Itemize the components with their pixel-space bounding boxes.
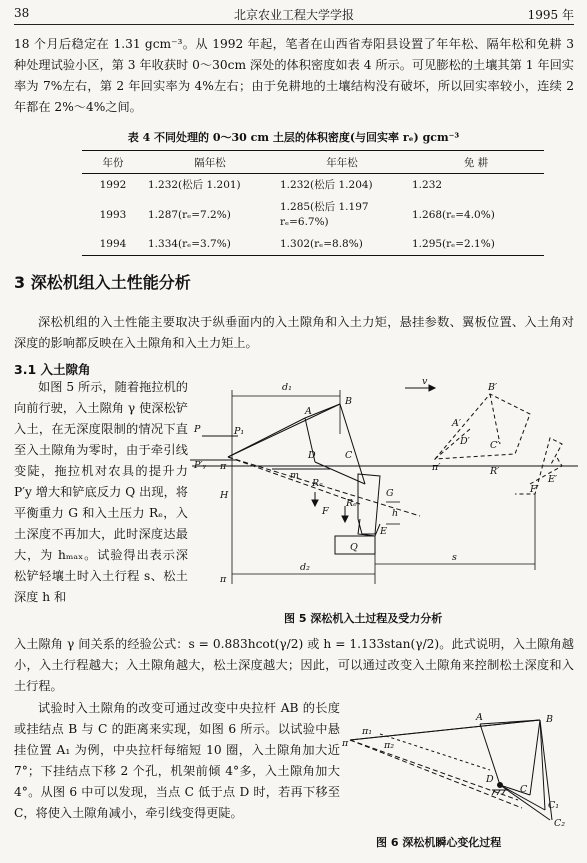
fig6-label: C₁ — [548, 800, 560, 811]
journal-title: 北京农业工程大学学报 — [233, 8, 354, 22]
fig6-label: A — [476, 712, 483, 723]
fig5-label: Q — [350, 542, 358, 553]
fig5-label: π — [220, 574, 227, 585]
fig5-label: B — [345, 396, 352, 407]
page-header — [14, 6, 574, 25]
table-cell: 1.285(松后 1.197 rₑ=6.7%) — [280, 200, 369, 228]
figure5-caption: 图 5 深松机入土过程及受力分析 — [284, 612, 443, 625]
fig5-label: Rₑ — [346, 498, 357, 509]
fig5-label: P′ᵧ — [194, 460, 207, 471]
fig5-label: d₁ — [282, 382, 292, 393]
fig6-label: π₁ — [362, 726, 373, 737]
fig5-label: F — [322, 506, 329, 517]
fig6-label: C₂ — [554, 818, 566, 829]
table-cell: 1.334(rₑ=3.7%) — [144, 234, 276, 256]
section-3-1-heading: 3.1 入土隙角 — [14, 362, 91, 377]
fig6-label: C — [520, 784, 528, 795]
table-row — [82, 174, 544, 196]
table-cell: 1.232(松后 1.204) — [280, 179, 373, 192]
table-row — [82, 234, 544, 256]
fig5-label: C — [345, 450, 353, 461]
column-header: 年年松 — [276, 151, 408, 174]
figure5-side-paragraph: 如图 5 所示，随着拖拉机的向前行驶，入土隙角 γ 使深松铲入土，在无深度限制的情况下直至入土隙角为零时，由于牵引线变陡，拖拉机对农具的提升力 P′y 增大和铲底反力 Q 出现，将平衡重力 G 和入土压力 Rₑ，入土深度不再加大，此时深度达最大，为 hₘₐₓ。试验得出表示深松铲轻壤土时入土行程 s、松土深度 h 和 — [14, 380, 188, 604]
table-cell: 1.302(rₑ=8.8%) — [276, 234, 408, 256]
fig5-label: H — [220, 490, 229, 501]
table-cell: 1993 — [99, 208, 127, 221]
fig5-label: D — [308, 450, 316, 461]
intro-paragraph: 18 个月后稳定在 1.31 gcm⁻³。从 1992 年起，笔者在山西省寿阳县设置了年年松、隔年松和免耕 3 种处理试验小区，第 3 年收获时 0～30cm 深处的体积密度如表 4 所示。可见膨松的土壤其第 1 年回实率为 7%左右，第 2 年回实率为 4%左右；由于免耕地的土壤结构没有破坏，所以回实率较小，连续 2 年都在 2%～4%之间。 — [14, 37, 574, 114]
fig5-label: E — [380, 526, 387, 537]
fig6-label: π — [342, 738, 349, 749]
fig5-label: F′ — [530, 484, 539, 495]
figure6-diagram — [340, 700, 580, 830]
fig5-label: C′ — [490, 440, 500, 451]
table-row — [82, 196, 544, 234]
fig5-label: G — [386, 488, 394, 499]
fig5-label: v — [422, 376, 428, 387]
table-cell: 1994 — [82, 234, 144, 256]
figure5-full-paragraph: 入土隙角 γ 间关系的经验公式：s = 0.883hcot(γ/2) 或 h = 1.133stan(γ/2)。此式说明，入土隙角越小，入土行程越大；入土隙角越大，松土深度越大；因此，可以通过改变入土隙角来控制松土深度和入土行程。 — [14, 637, 574, 693]
fig6-label: B — [546, 714, 553, 725]
table-cell: 1.268(rₑ=4.0%) — [412, 208, 495, 221]
table-cell: 1.287(rₑ=7.2%) — [148, 208, 231, 221]
figure5-diagram — [190, 374, 580, 610]
table-cell: 1992 — [99, 178, 127, 191]
fig5-label: π — [220, 461, 227, 472]
fig5-label: h — [392, 508, 399, 519]
section-3-heading: 3 深松机组入土性能分析 — [14, 273, 191, 292]
fig5-label: A′ — [452, 418, 462, 429]
fig6-label: π₂ — [384, 740, 395, 751]
fig5-label: E′ — [548, 474, 558, 485]
fig5-label: D′ — [460, 436, 470, 447]
column-header: 免 耕 — [408, 151, 544, 174]
fig5-label: π′ — [432, 462, 441, 473]
section-3-paragraph: 深松机组的入土性能主要取决于纵垂面内的入土隙角和入土力矩，悬挂参数、翼板位置、入土角对深度的影响都反映在入土隙角和入土力矩上。 — [14, 315, 574, 350]
fig5-label: s — [452, 552, 457, 563]
fig5-label: Rₑ — [312, 478, 323, 489]
table4-caption: 表 4 不同处理的 0～30 cm 土层的体积密度(与回实率 rₑ) gcm⁻³ — [127, 131, 460, 144]
column-header: 隔年松 — [144, 151, 276, 174]
journal-year: 1995 年 — [527, 8, 574, 22]
fig6-label: D — [486, 774, 494, 785]
fig5-label: m — [290, 470, 300, 481]
fig5-label: R′ — [490, 466, 500, 477]
fig5-label: B′ — [488, 382, 498, 393]
fig5-label: d₂ — [300, 562, 310, 573]
figure6-caption: 图 6 深松机瞬心变化过程 — [376, 836, 502, 849]
table-header-row — [82, 151, 544, 174]
fig5-label: P — [194, 424, 201, 435]
fig5-label: A — [305, 406, 312, 417]
fig5-label: P₁ — [234, 426, 245, 437]
figure6-side-paragraph: 试验时入土隙角的改变可通过改变中央拉杆 AB 的长度或挂结点 B 与 C 的距离来实现，如图 6 所示。以试验中悬挂位置 A₁ 为例，中央拉杆每缩短 10 圈，入土隙角加大近 7°；下挂结点下移 2 个孔，机架前倾 4°多，入土隙角加大 4°。从图 6 中可以发现，当点 C 低于点 D 时，若再下移至 C，将使入土隙角减小，牵引线变得更陡。 — [14, 701, 340, 820]
table-cell: 1.295(rₑ=2.1%) — [408, 234, 544, 256]
column-header: 年份 — [82, 151, 144, 174]
table-cell: 1.232(松后 1.201) — [148, 179, 241, 192]
page-number: 38 — [14, 6, 30, 20]
table4 — [82, 150, 544, 256]
table-cell: 1.232 — [412, 178, 443, 191]
